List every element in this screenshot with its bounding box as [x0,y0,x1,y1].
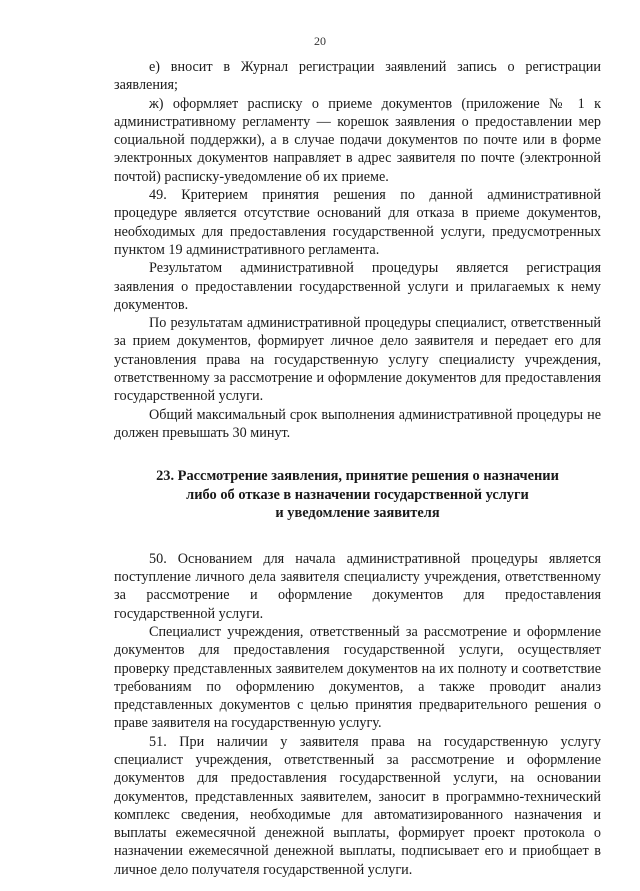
paragraph-item-e: е) вносит в Журнал регистрации заявлений запись о регистрации заявления; [114,59,601,94]
document-body [114,58,601,879]
page-number: 20 [314,34,326,48]
section-heading-line-2: либо об отказе в назначении государственной услуги [186,486,529,503]
section-heading-line-1: 23. Рассмотрение заявления, принятие решения о назначении [156,468,559,485]
section-heading-line-3: и уведомление заявителя [275,505,440,522]
paragraph-procedure-outcome: По результатам административной процедуры специалист, ответственный за прием документов, формирует личное дело заявителя и передает его для установления права на государственную услугу специалисту учреждения, ответственному за рассмотрение и оформление документов для предоставления государственной услуги. [114,315,601,405]
paragraph-49: 49. Критерием принятия решения по данной административной процедуре является отсутствие оснований для отказа в приеме документов, необходимых для предоставления государственной услуги, предусмотренных пунктом 19 административного регламента. [114,187,601,258]
section-heading [114,467,601,523]
paragraph-max-duration: Общий максимальный срок выполнения административной процедуры не должен превышать 30 минут. [114,406,601,441]
paragraph-item-zh: ж) оформляет расписку о приеме документов (приложение № 1 к административному регламенту — корешок заявления о предоставлении мер социальной поддержки), а в случае подачи документов по почте или в форме электронных документов направляет в адрес заявителя по почте (электронной почтой) расписку-уведомление об их приеме. [114,95,601,185]
paragraph-50: 50. Основанием для начала административной процедуры является поступление личного дела заявителя специалисту учреждения, ответственному за рассмотрение и оформление документов для предоставления государственной услуги. [114,550,601,622]
paragraph-result: Результатом административной процедуры является регистрация заявления о предоставлении государственной услуги и прилагаемых к нему документов. [114,260,601,313]
paragraph-51: 51. При наличии у заявителя права на государственную услугу специалист учреждения, ответственный за рассмотрение и оформление документов для предоставления государственной услуги, на основании документов, представленных заявителем, заносит в программно-технический комплекс сведения, необходимые для автоматизированного назначения и выплаты ежемесячной денежной выплаты, формирует проект протокола о назначении ежемесячной денежной выплаты, подписывает его и приобщает в личное дело получателя государственной услуги. [114,733,601,878]
paragraph-specialist-check: Специалист учреждения, ответственный за рассмотрение и оформление документов для предоставления государственной услуги, осуществляет проверку представленных заявителем документов на их полноту и соответствие требованиям по оформлению документов, а также проводит анализ представленных документов с целью принятия предварительного решения о праве заявителя на государственную услугу. [114,623,601,732]
